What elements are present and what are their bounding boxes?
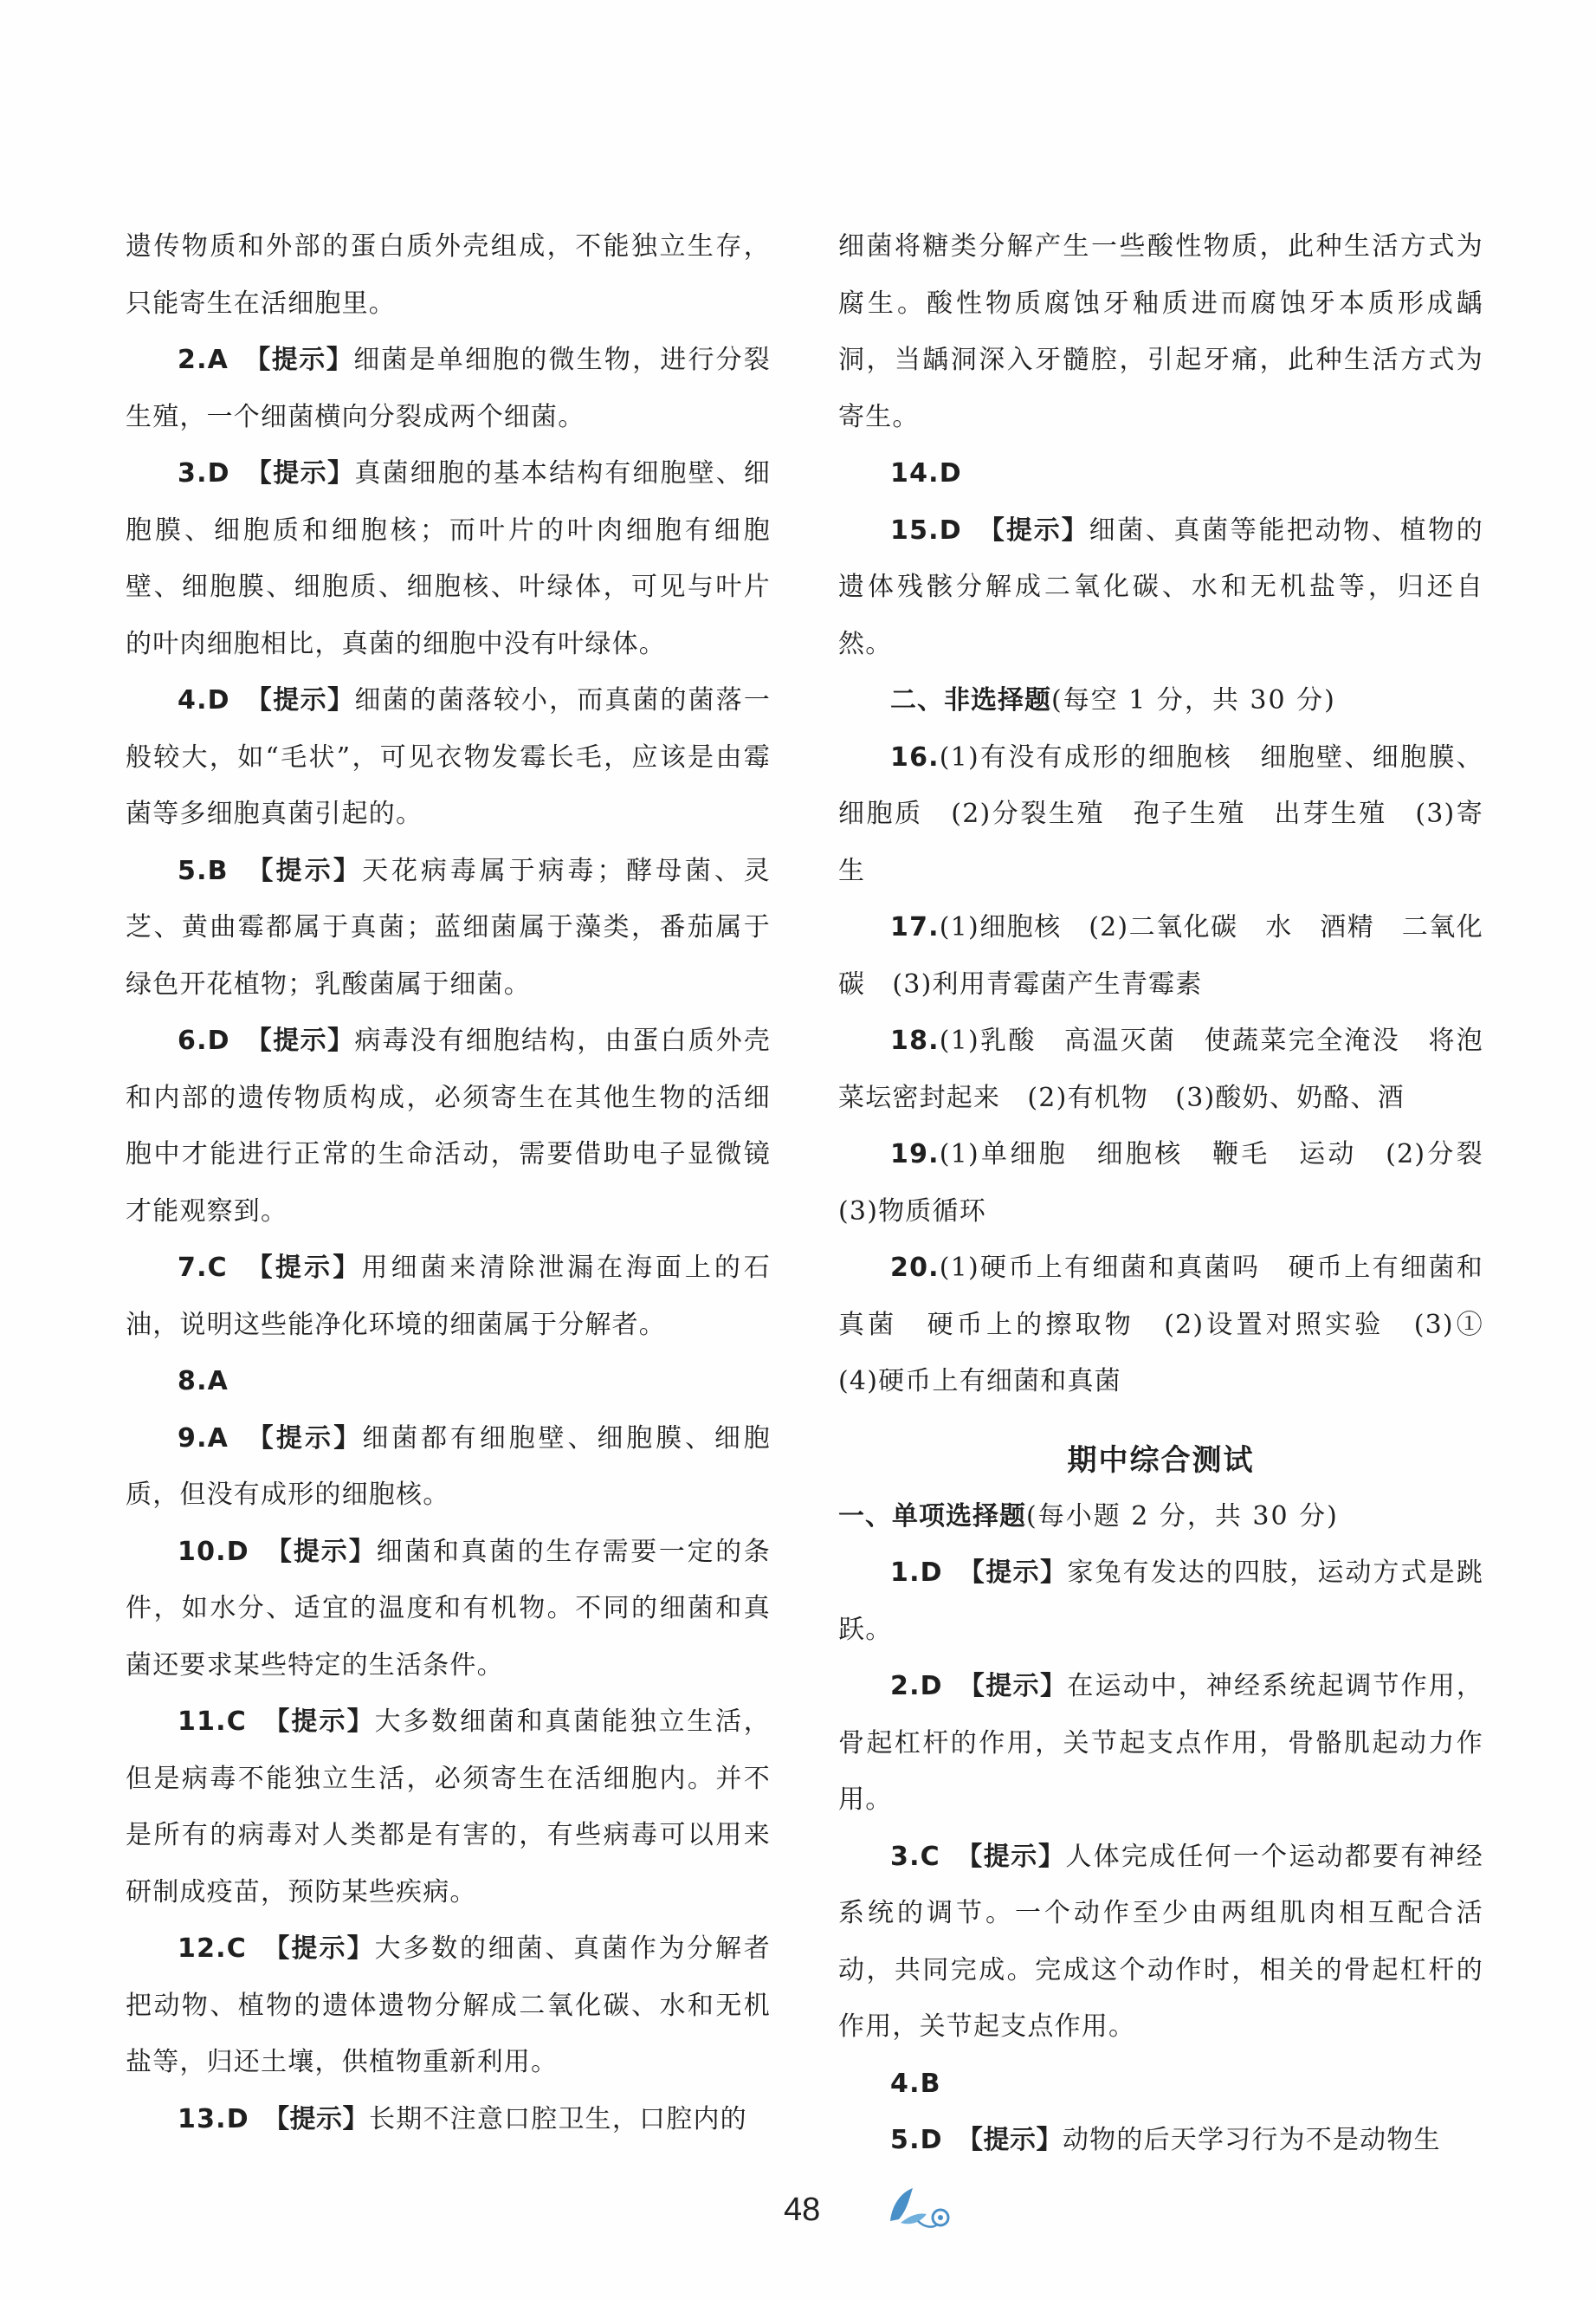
answer-item-5: 5.B 【提示】天花病毒属于病毒；酵母菌、灵芝、黄曲霉都属于真菌；蓝细菌属于藻类，番茄属于绿色开花植物；乳酸菌属于细菌。 [126, 855, 771, 1000]
answer-item-11: 11.C 【提示】大多数细菌和真菌能独立生活，但是病毒不能独立生活，必须寄生在活细胞内。并不是所有的病毒对人类都是有害的，有些病毒可以用来研制成疫苗，预防某些疾病。 [126, 1706, 772, 1907]
answer-item-4: 4.D 【提示】细菌的菌落较小，而真菌的菌落一般较大，如“毛状”，可见衣物发霉长毛，应该是由霉菌等多细胞真菌引起的。 [126, 685, 772, 829]
answer-item-3: 3.D 【提示】真菌细胞的基本结构有细胞壁、细胞膜、细胞质和细胞核；而叶片的叶肉细胞有细胞壁、细胞膜、细胞质、细胞核、叶绿体，可见与叶片的叶肉细胞相比，真菌的细胞中没有叶绿体。 [126, 458, 772, 659]
answer-item-12: 12.C 【提示】大多数的细菌、真菌作为分解者把动物、植物的遗体遗物分解成二氧化碳、水和无机盐等，归还土壤，供植物重新利用。 [126, 1933, 772, 2077]
leaf-swirl-icon [883, 2183, 961, 2238]
answer-item-18: 18.(1)乳酸 高温灭菌 使蔬菜完全淹没 将泡菜坛密封起来 (2)有机物 (3)酸奶、奶酪、酒 [838, 1026, 1483, 1113]
page-footer [0, 2183, 1596, 2244]
test-answer-item-2: 2.D 【提示】在运动中，神经系统起调节作用，骨起杠杆的作用，关节起支点作用，骨骼肌起动力作用。 [838, 1671, 1484, 1815]
test-answer-item-3: 3.C 【提示】人体完成任何一个运动都要有神经系统的调节。一个动作至少由两组肌肉相互配合活动，共同完成。完成这个动作时，相关的骨起杠杆的作用，关节起支点作用。 [838, 1841, 1484, 2042]
answer-item-19: 19.(1)单细胞 细胞核 鞭毛 运动 (2)分裂 (3)物质循环 [838, 1139, 1511, 1227]
answer-continuation: 遗传物质和外部的蛋白质外壳组成，不能独立生存，只能寄生在活细胞里。 [126, 231, 771, 319]
answer-item-13: 13.D 【提示】长期不注意口腔卫生，口腔内的 [178, 2103, 747, 2134]
answer-continuation-13: 细菌将糖类分解产生一些酸性物质，此种生活方式为腐生。酸性物质腐蚀牙釉质进而腐蚀牙本质形成龋洞，当龋洞深入牙髓腔，引起牙痛，此种生活方式为寄生。 [838, 231, 1483, 432]
answer-item-8: 8.A [178, 1366, 229, 1396]
answer-item-16: 16.(1)有没有成形的细胞核 细胞壁、细胞膜、细胞质 (2)分裂生殖 孢子生殖 出芽生殖 (3)寄生 [838, 742, 1483, 886]
answer-item-7: 7.C 【提示】用细菌来清除泄漏在海面上的石油，说明这些能净化环境的细菌属于分解者。 [126, 1253, 771, 1340]
answer-item-14: 14.D [890, 458, 962, 489]
answer-item-10: 10.D 【提示】细菌和真菌的生存需要一定的条件，如水分、适宜的温度和有机物。不同的细菌和真菌还要求某些特定的生活条件。 [126, 1536, 771, 1681]
answer-item-6: 6.D 【提示】病毒没有细胞结构，由蛋白质外壳和内部的遗传物质构成，必须寄生在其他生物的活细胞中才能进行正常的生命活动，需要借助电子显微镜才能观察到。 [126, 1026, 772, 1227]
test-answer-item-5: 5.D 【提示】动物的后天学习行为不是动物生 [890, 2125, 1441, 2155]
test-answer-item-1: 1.D 【提示】家兔有发达的四肢，运动方式是跳跃。 [838, 1557, 1484, 1645]
answer-item-20: 20.(1)硬币上有细菌和真菌吗 硬币上有细菌和真菌 硬币上的擦取物 (2)设置对照实验 (3)① (4)硬币上有细菌和真菌 [838, 1253, 1511, 1396]
section-heading-nonchoice: 二、非选择题(每空 1 分，共 30 分) [890, 685, 1336, 716]
test-answer-item-4: 4.B [890, 2068, 941, 2099]
left-column [126, 218, 771, 2147]
section-heading-single-choice: 一、单项选择题(每小题 2 分，共 30 分) [838, 1500, 1339, 1532]
test-heading: 期中综合测试 [1067, 1442, 1255, 1478]
answer-item-9: 9.A 【提示】细菌都有细胞壁、细胞膜、细胞质，但没有成形的细胞核。 [126, 1422, 771, 1510]
right-column [838, 218, 1511, 2169]
page-number: 48 [784, 2192, 821, 2228]
answer-item-15: 15.D 【提示】细菌、真菌等能把动物、植物的遗体残骸分解成二氧化碳、水和无机盐等，归还自然。 [838, 515, 1483, 659]
answer-item-2: 2.A 【提示】细菌是单细胞的微生物，进行分裂生殖，一个细菌横向分裂成两个细菌。 [126, 345, 772, 432]
answer-item-17: 17.(1)细胞核 (2)二氧化碳 水 酒精 二氧化碳 (3)利用青霉菌产生青霉素 [838, 912, 1483, 1000]
